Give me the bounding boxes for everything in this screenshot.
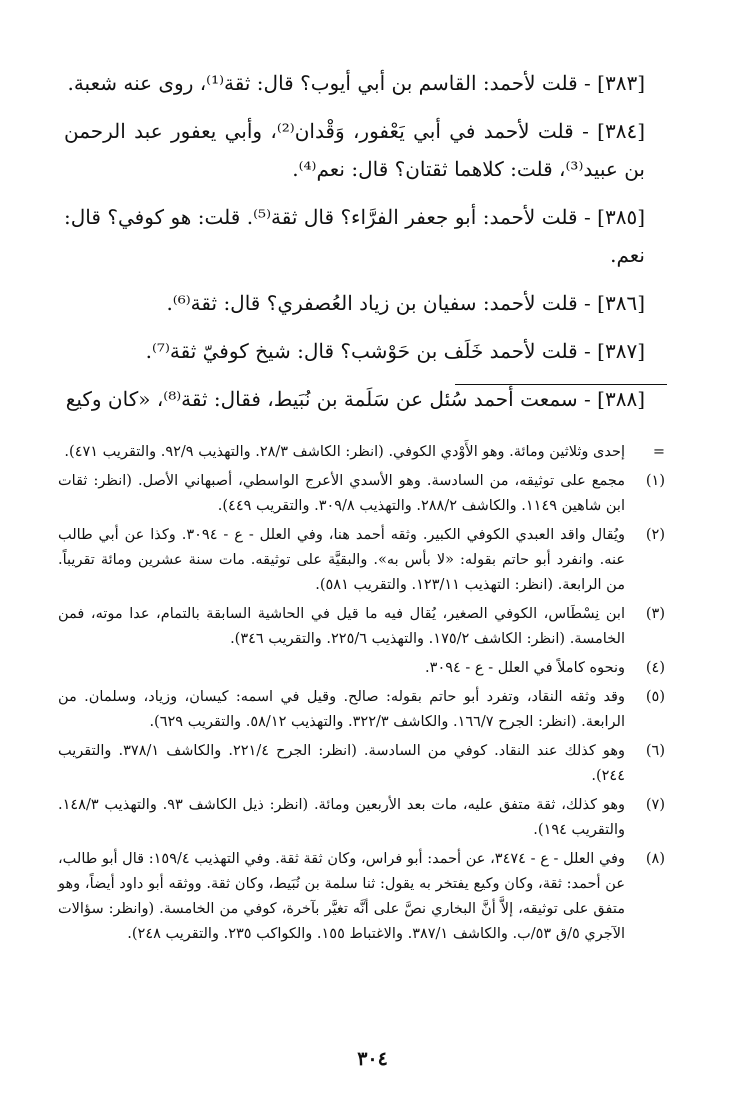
footnote-6 (58, 739, 665, 789)
entry-385: [٣٨٥] - قلت لأحمد: أبو جعفر الفرَّاء؟ قال ثقة⁽⁵⁾. قلت: هو كوفي؟ قال: نعم. (64, 205, 645, 267)
footnote-continued (58, 440, 665, 465)
footnote-number: (٥) (645, 689, 665, 705)
footnote-text: وفي العلل - ع - ٣٤٧٤، عن أحمد: أبو فراس، وكان ثقة ثقة. وفي التهذيب ١٥٩/٤: قال أبو طالب، عن أحمد: ثقة، وكان وكيع يفتخر به يقول: ثنا سلمة بن نُبَيط، وكان ثقة. ووثقه أبو داود أيضاً، وهو متفق على توثيقه، إلاَّ أنَّ البخاري نصَّ على أنَّه تغيَّر بآخرة، كوفي من الخامسة. (وانظر: سؤالات الآجري ٥/ق ٥٣/ب. والكاشف ٣٨٧/١. والاغتباط ١٥٥. والكواكب ٢٣٥. والتقريب ٢٤٨). (58, 851, 625, 942)
footnote-text: وهو كذلك، ثقة متفق عليه، مات بعد الأربعين ومائة. (انظر: ذيل الكاشف ٩٣. والتهذيب ١٤٨/٣. والتقريب ١٩٤). (58, 797, 625, 838)
footnote-8 (58, 847, 665, 947)
footnote-text: ونحوه كاملاً في العلل - ع - ٣٠٩٤. (425, 660, 625, 676)
footnote-number: (٧) (645, 797, 665, 813)
footnote-text: وهو كذلك عند النقاد. كوفي من السادسة. (انظر: الجرح ٢٢١/٤. والكاشف ٣٧٨/١. والتقريب ٢٤٤). (58, 743, 625, 784)
entry-388: [٣٨٨] - سمعت أحمد سُئل عن سَلَمة بن نُبَيط، فقال: ثقة⁽⁸⁾، «كان وكيع (65, 387, 645, 411)
footnote-text: ابن نِسْطَاس، الكوفي الصغير، يُقال فيه ما قيل في الحاشية السابقة بالتمام، عدا موته، فمن الخامسة. (انظر: الكاشف ١٧٥/٢. والتهذيب ٢٢٥/٦. والتقريب ٣٤٦). (58, 606, 625, 647)
footnote-divider (455, 384, 667, 385)
footnote-text: ويُقال واقد العبدي الكوفي الكبير. وثقه أحمد هنا، وفي العلل - ع - ٣٠٩٤. وكذا عن أبي طالب عنه. وانفرد أبو حاتم بقوله: «لا بأس به». والبقيَّة على توثيقه. مات سنة عشرين ومائة تقريباً. من الرابعة. (انظر: التهذيب ١٢٣/١١. والتقريب ٥٨١). (58, 527, 625, 593)
footnote-number: (٤) (645, 660, 665, 676)
entry-383: [٣٨٣] - قلت لأحمد: القاسم بن أبي أيوب؟ قال: ثقة⁽¹⁾، روى عنه شعبة. (67, 71, 645, 95)
page-number: ٣٠٤ (357, 1048, 388, 1070)
footnote-4 (58, 656, 665, 681)
footnote-7 (58, 793, 665, 843)
footnote-1 (58, 469, 665, 519)
footnote-number: (١) (645, 473, 665, 489)
footnote-text: وقد وثقه النقاد، وتفرد أبو حاتم بقوله: صالح. وقيل في اسمه: كيسان، وزياد، وسلمان. من الرابعة. (انظر: الجرح ١٦٦/٧. والكاشف ٣٢٢/٣. والتهذيب ٥٨/١٢. والتقريب ٦٢٩). (58, 689, 625, 730)
footnote-text: مجمع على توثيقه، من السادسة. وهو الأسدي الأعرج الواسطي، أصبهاني الأصل. (انظر: ثقات ابن شاهين ١١٤٩. والكاشف ٢٨٨/٢. والتهذيب ٣٠٩/٨. والتقريب ٤٤٩). (58, 473, 625, 514)
footnote-number: (٨) (645, 851, 665, 867)
main-text (64, 64, 667, 428)
footnote-2 (58, 523, 665, 598)
footnote-3 (58, 602, 665, 652)
entry-386: [٣٨٦] - قلت لأحمد: سفيان بن زياد العُصفري؟ قال: ثقة⁽⁶⁾. (166, 291, 645, 315)
footnotes (58, 440, 665, 951)
footnote-text: إحدى وثلاثين ومائة. وهو الأَوْدي الكوفي. (انظر: الكاشف ٢٨/٣. والتهذيب ٩٢/٩. والتقريب ٤٧١). (64, 444, 625, 460)
footnote-number: (٦) (645, 743, 665, 759)
entry-384: [٣٨٤] - قلت لأحمد في أبي يَعْفور، وَقْدان⁽²⁾، وأبي يعفور عبد الرحمن بن عبيد⁽³⁾، قلت: كلاهما ثقتان؟ قال: نعم⁽⁴⁾. (64, 119, 645, 181)
footnote-number: (٢) (645, 527, 665, 543)
footnote-number: = (652, 444, 665, 460)
entry-387: [٣٨٧] - قلت لأحمد خَلَف بن حَوْشب؟ قال: شيخ كوفيّ ثقة⁽⁷⁾. (145, 339, 645, 363)
footnote-number: (٣) (645, 606, 665, 622)
footnote-5 (58, 685, 665, 735)
